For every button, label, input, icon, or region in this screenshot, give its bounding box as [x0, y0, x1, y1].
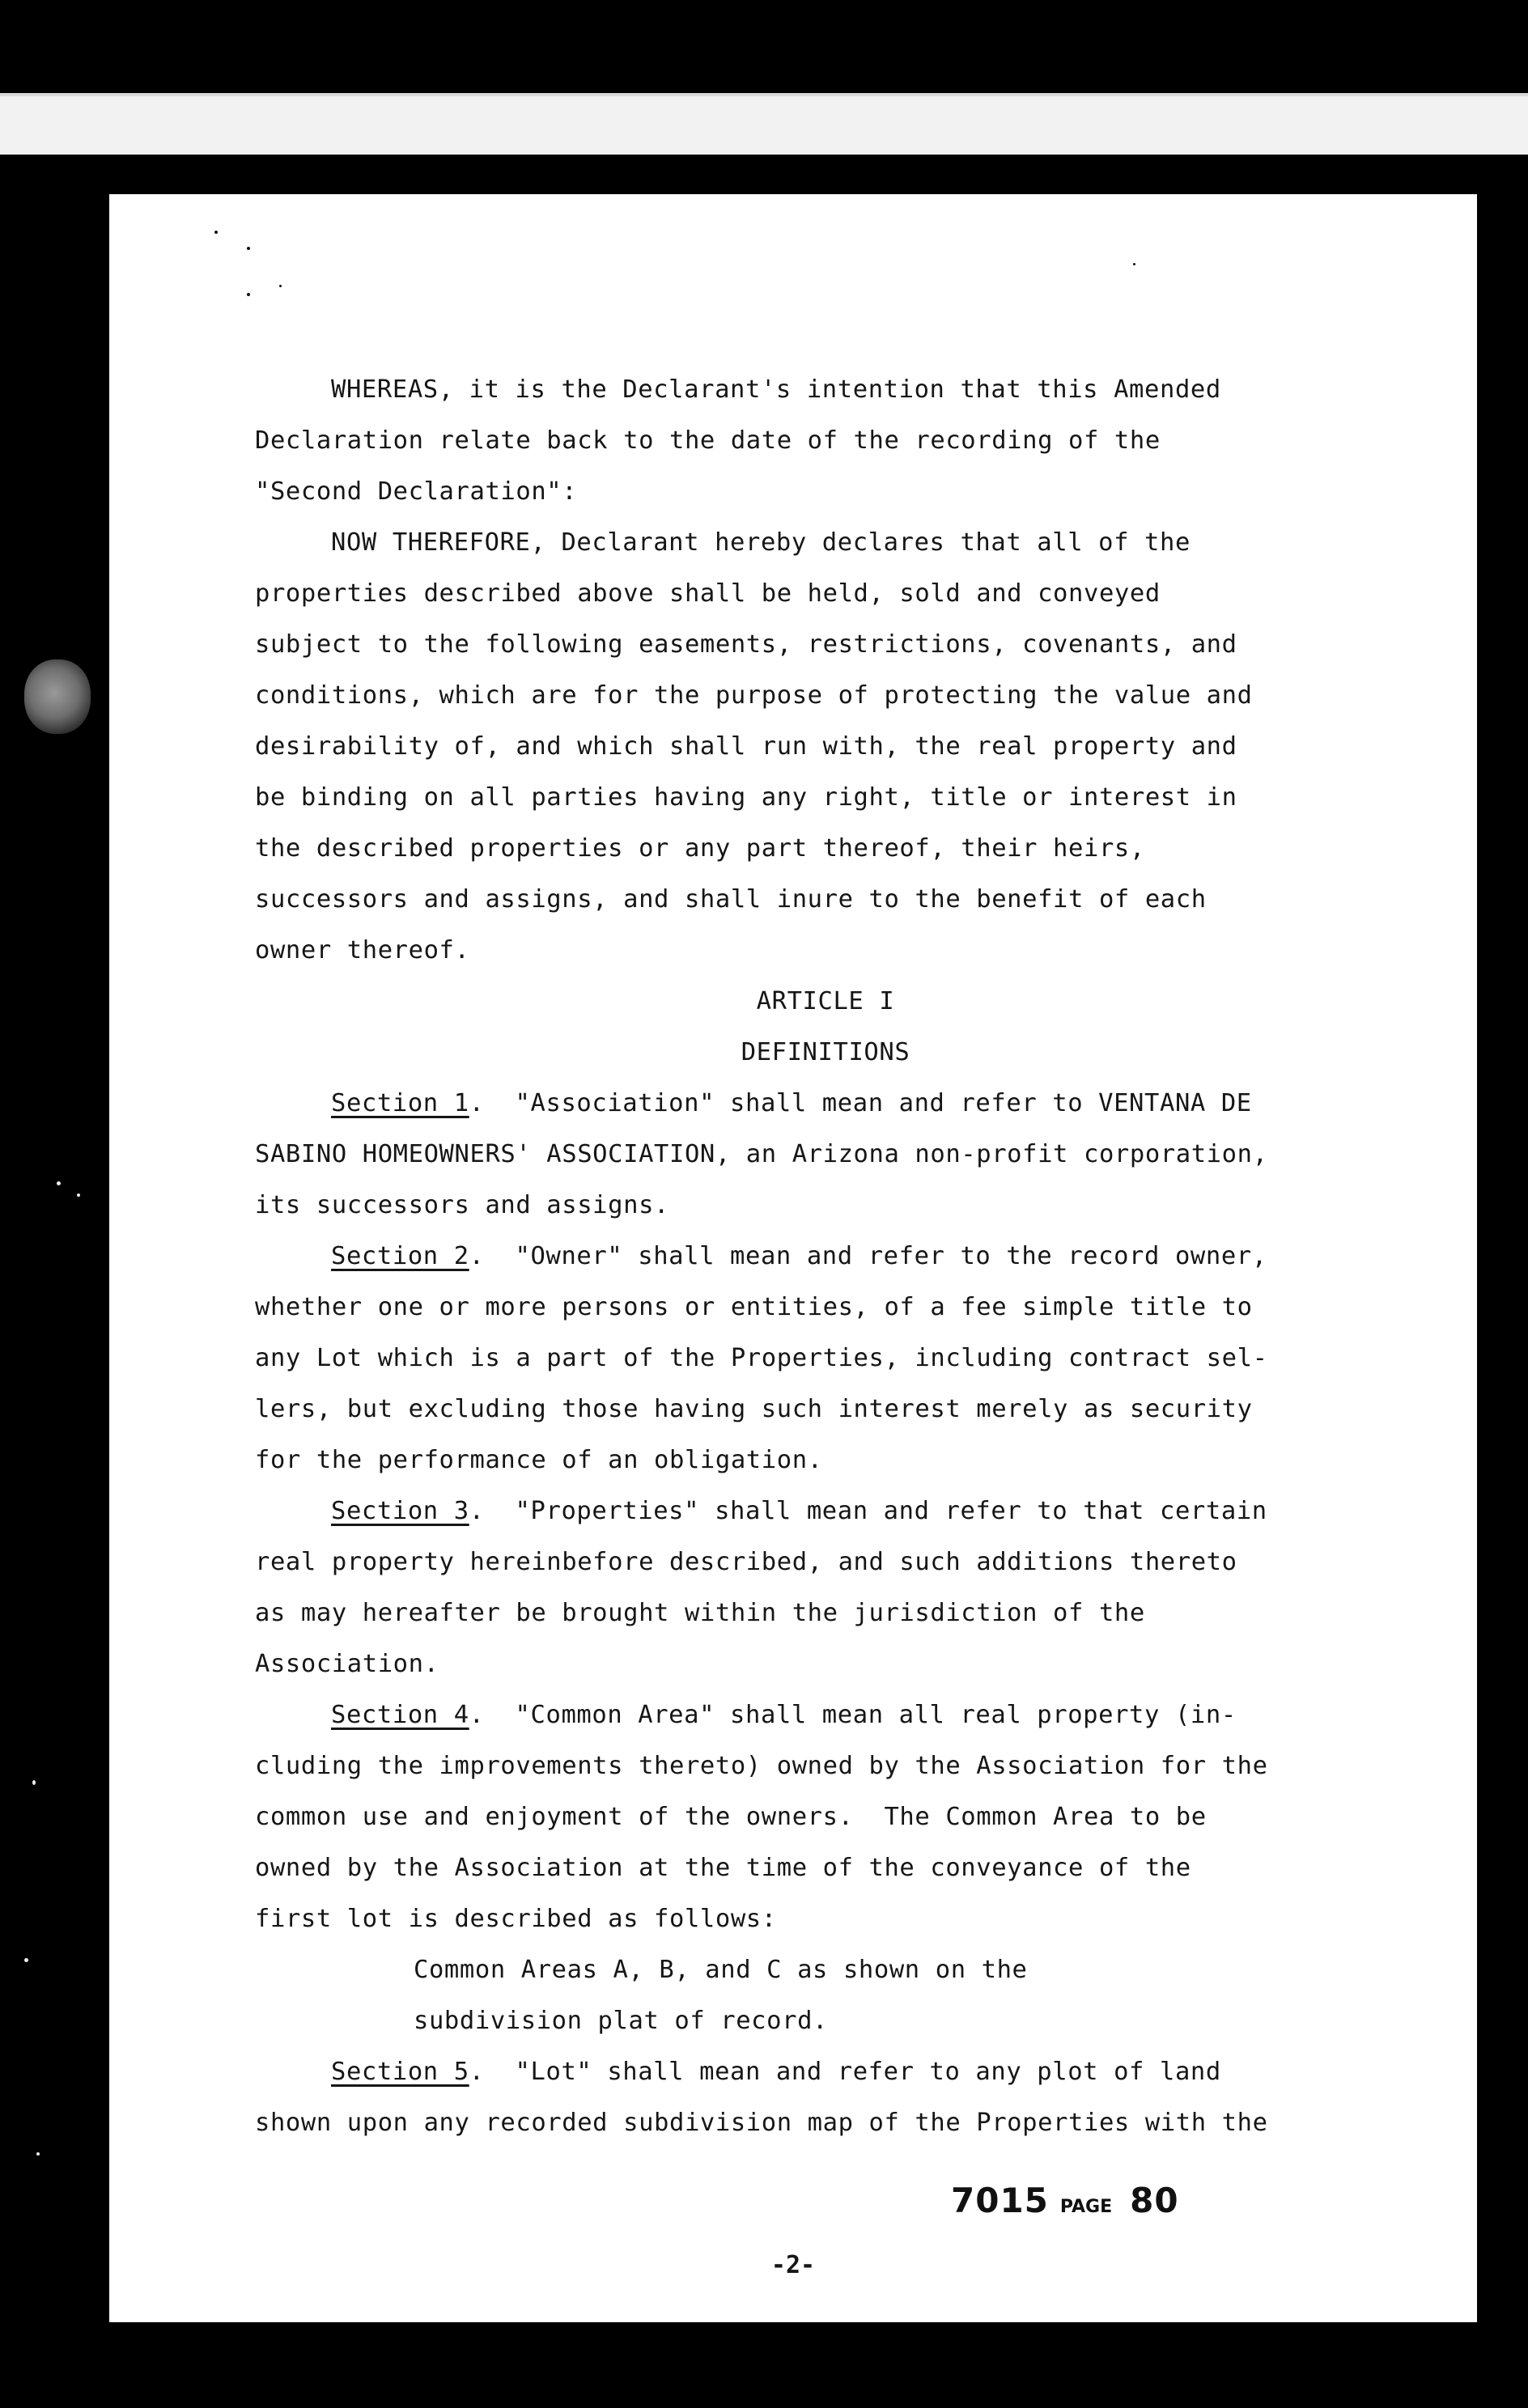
section-4-first-line [255, 1689, 1396, 1740]
text-line: owned by the Association at the time of the conveyance of the [255, 1854, 1191, 1882]
text-line: Declaration relate back to the date of the recording of the [255, 426, 1161, 455]
page-speck [279, 285, 282, 287]
section-3-label: Section 3 [331, 1497, 469, 1525]
section-5-text: . "Lot" shall mean and refer to any plot of land [469, 2058, 1221, 2086]
text-line: as may hereafter be brought within the jurisdiction of the [255, 1599, 1145, 1627]
section-2-text: . "Owner" shall mean and refer to the record owner, [469, 1242, 1267, 1270]
section-4-text: . "Common Area" shall mean all real property (in- [469, 1701, 1237, 1729]
text-line: any Lot which is a part of the Properties, including contract sel- [255, 1344, 1268, 1372]
indented-line: subdivision plat of record. [414, 2007, 828, 2035]
text-line: desirability of, and which shall run with, the real property and [255, 732, 1237, 761]
recording-page-number: 80 [1130, 2181, 1179, 2220]
scan-speck [57, 1181, 61, 1185]
text-line: owner thereof. [255, 936, 470, 964]
text-line: lers, but excluding those having such interest merely as security [255, 1395, 1253, 1423]
section-1-text: . "Association" shall mean and refer to VENTANA DE [469, 1089, 1252, 1117]
text-line: SABINO HOMEOWNERS' ASSOCIATION, an Arizona non-profit corporation, [255, 1140, 1268, 1168]
section-1-first-line [255, 1078, 1396, 1129]
scan-speck [24, 1958, 28, 1962]
text-line: common use and enjoyment of the owners. The Common Area to be [255, 1803, 1207, 1831]
article-heading: ARTICLE I [756, 987, 895, 1015]
section-4-label: Section 4 [331, 1701, 469, 1729]
text-line: subject to the following easements, restrictions, covenants, and [255, 630, 1237, 659]
page-speck [214, 231, 218, 234]
scan-speck [36, 2152, 40, 2156]
section-2-first-line [255, 1231, 1396, 1282]
text-line: for the performance of an obligation. [255, 1446, 823, 1474]
text-line: be binding on all parties having any right, title or interest in [255, 783, 1237, 812]
page-number: -2- [770, 2251, 816, 2279]
text-line: successors and assigns, and shall inure to the benefit of each [255, 885, 1207, 914]
section-5-label: Section 5 [331, 2058, 469, 2086]
text-line: whether one or more persons or entities, of a fee simple title to [255, 1293, 1253, 1321]
section-3-first-line [255, 1486, 1396, 1537]
document-body [255, 364, 1396, 2148]
article-title: DEFINITIONS [741, 1038, 910, 1066]
text-line: cluding the improvements thereto) owned by the Association for the [255, 1752, 1268, 1780]
section-5-first-line [255, 2046, 1396, 2097]
section-2-label: Section 2 [331, 1242, 469, 1270]
section-1-label: Section 1 [331, 1089, 469, 1117]
page-speck [1133, 263, 1135, 265]
punch-hole-blot [24, 659, 91, 734]
scan-top-band [0, 96, 1528, 155]
page-speck [247, 247, 250, 250]
text-line: "Second Declaration": [255, 477, 578, 506]
text-line: its successors and assigns. [255, 1191, 669, 1219]
text-line: first lot is described as follows: [255, 1905, 777, 1933]
recording-book-number: 7015 [951, 2181, 1049, 2220]
document-page [109, 194, 1477, 2322]
text-line: properties described above shall be held, sold and conveyed [255, 579, 1161, 608]
recording-page-label: PAGE [1059, 2197, 1113, 2217]
text-line: WHEREAS, it is the Declarant's intention that this Amended [331, 375, 1221, 404]
scan-speck [32, 1780, 36, 1785]
text-line: NOW THEREFORE, Declarant hereby declares that all of the [331, 528, 1191, 557]
page-speck [247, 293, 250, 296]
indented-line: Common Areas A, B, and C as shown on the [414, 1956, 1028, 1984]
text-line: the described properties or any part thereof, their heirs, [255, 834, 1145, 863]
section-3-text: . "Properties" shall mean and refer to that certain [469, 1497, 1267, 1525]
text-line: real property hereinbefore described, and such additions thereto [255, 1548, 1237, 1576]
scan-speck [77, 1193, 80, 1197]
text-line: shown upon any recorded subdivision map of the Properties with the [255, 2109, 1268, 2137]
text-line: conditions, which are for the purpose of protecting the value and [255, 681, 1253, 710]
recording-reference [951, 2181, 1275, 2220]
text-line: Association. [255, 1650, 439, 1678]
